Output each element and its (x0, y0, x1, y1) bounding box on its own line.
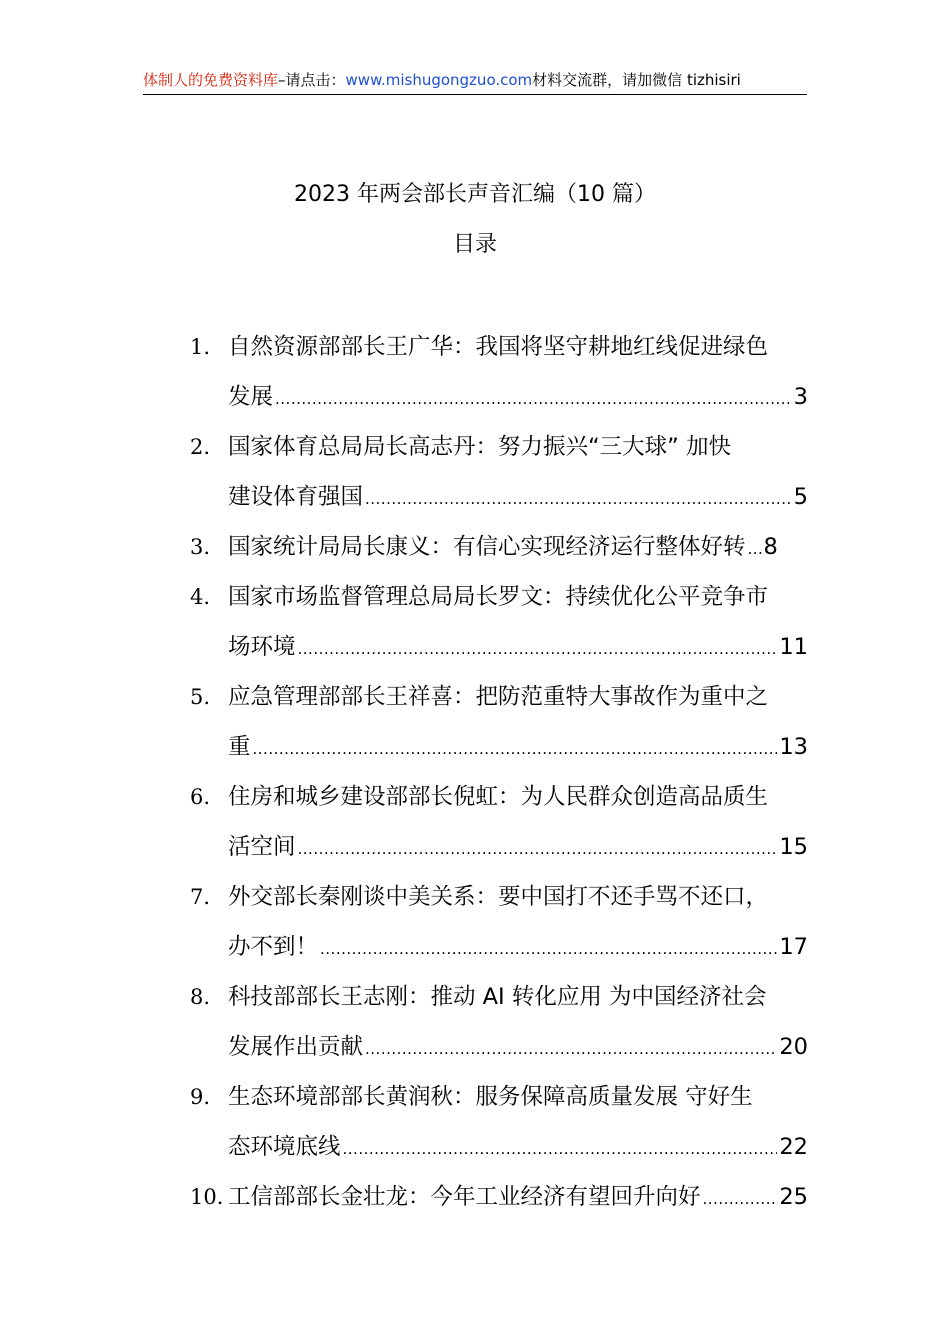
header-suffix: 材料交流群，请加微信 tizhisiri (532, 71, 741, 89)
toc-entry-title: 住房和城乡建设部部长倪虹：为人民群众创造高品质生 (228, 784, 769, 810)
toc-entry-title: 国家统计局局长康义：有信心实现经济运行整体好转 (228, 534, 746, 560)
document-title: 2023 年两会部长声音汇编（10 篇） (294, 182, 656, 207)
toc-entry-title-cont: 活空间 (228, 834, 296, 860)
toc-entry-page: 25 (779, 1184, 808, 1210)
toc-entry-title: 国家体育总局局长高志丹：努力振兴“三大球” 加快 (228, 434, 731, 460)
toc-entry-title: 自然资源部部长王广华：我国将坚守耕地红线促进绿色 (228, 334, 769, 360)
toc-leader-dots (320, 924, 777, 974)
toc-entry-title-cont: 场环境 (228, 634, 296, 660)
toc-leader-dots (343, 1124, 778, 1174)
toc-entry-number: 3. (190, 535, 211, 559)
toc-leader-dots (365, 474, 792, 524)
toc-entry-number: 6. (190, 785, 211, 809)
toc-entry-page: 13 (779, 734, 808, 760)
header-brand: 体制人的免费资料库 (143, 71, 279, 89)
toc-entry-page: 11 (779, 634, 808, 660)
table-of-contents (190, 322, 808, 1222)
toc-heading: 目录 (452, 232, 497, 257)
toc-entry-title: 生态环境部部长黄润秋：服务保障高质量发展 守好生 (228, 1084, 753, 1110)
toc-entry-title-cont: 发展 (228, 384, 274, 410)
toc-entry-number: 4. (190, 585, 211, 609)
toc-entry-page: 17 (779, 934, 808, 960)
toc-entry-page: 5 (793, 484, 808, 510)
header-prefix: –请点击： (278, 71, 346, 89)
toc-entry-page: 8 (763, 534, 778, 560)
toc-entry-number: 7. (190, 885, 211, 909)
page-header (143, 66, 807, 95)
toc-entry-title: 应急管理部部长王祥喜：把防范重特大事故作为重中之 (228, 684, 769, 710)
toc-entry[interactable] (190, 1172, 808, 1222)
toc-entry[interactable] (190, 672, 808, 772)
toc-entry-page: 20 (779, 1034, 808, 1060)
toc-entry-title: 科技部部长王志刚：推动 AI 转化应用 为中国经济社会 (228, 984, 767, 1010)
toc-entry-number: 2. (190, 435, 211, 459)
toc-entry[interactable] (190, 1072, 808, 1172)
toc-entry-number: 8. (190, 985, 211, 1009)
toc-entry[interactable] (190, 972, 808, 1072)
toc-leader-dots (275, 374, 792, 424)
toc-entry[interactable] (190, 322, 808, 422)
toc-entry-title-cont: 办不到！ (228, 934, 319, 960)
toc-entry[interactable] (190, 772, 808, 872)
toc-leader-dots (748, 524, 762, 574)
toc-leader-dots (298, 624, 778, 674)
toc-entry[interactable] (190, 422, 808, 522)
toc-entry-title: 工信部部长金壮龙：今年工业经济有望回升向好 (228, 1184, 701, 1210)
toc-leader-dots (298, 824, 778, 874)
toc-entry[interactable] (190, 522, 808, 572)
toc-entry-page: 15 (779, 834, 808, 860)
toc-leader-dots (253, 724, 778, 774)
toc-entry-number: 10. (190, 1185, 224, 1209)
toc-entry-title: 外交部长秦刚谈中美关系：要中国打不还手骂不还口， (228, 884, 769, 910)
toc-entry-number: 5. (190, 685, 211, 709)
toc-entry[interactable] (190, 572, 808, 672)
toc-entry-page: 3 (793, 384, 808, 410)
toc-leader-dots (703, 1174, 778, 1224)
toc-entry-title-cont: 发展作出贡献 (228, 1034, 364, 1060)
toc-entry-title: 国家市场监督管理总局局长罗文：持续优化公平竞争市 (228, 584, 769, 610)
toc-entry-number: 1. (190, 335, 211, 359)
toc-entry-title-cont: 重 (228, 734, 251, 760)
toc-entry-page: 22 (779, 1134, 808, 1160)
toc-entry-title-cont: 态环境底线 (228, 1134, 341, 1160)
toc-entry-number: 9. (190, 1085, 211, 1109)
toc-leader-dots (365, 1024, 777, 1074)
header-url-link[interactable]: www.mishugongzuo.com (345, 71, 533, 89)
toc-entry-title-cont: 建设体育强国 (228, 484, 364, 510)
toc-entry[interactable] (190, 872, 808, 972)
